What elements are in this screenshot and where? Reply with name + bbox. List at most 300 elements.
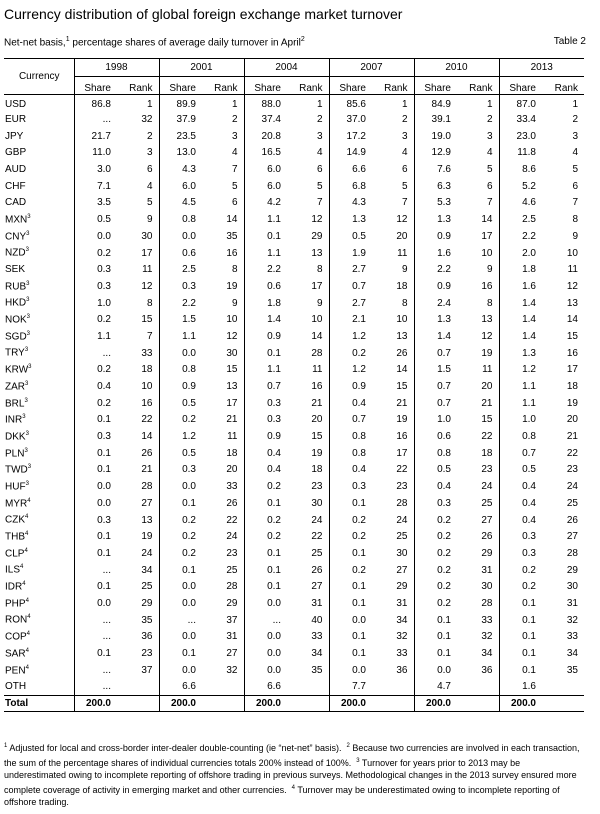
rank-value: 31 — [566, 597, 578, 609]
rank-value: 13 — [311, 247, 323, 259]
share-value: 1.3 — [414, 311, 456, 328]
rank-value: 19 — [481, 347, 493, 359]
currency-code — [4, 428, 74, 445]
rank-value: 26 — [226, 497, 238, 509]
rank-value: 25 — [566, 497, 578, 509]
footnotes — [4, 740, 584, 809]
share-value: 4.7 — [414, 679, 456, 696]
share-value: 5.3 — [414, 195, 456, 212]
table-row — [4, 128, 584, 145]
currency-code — [4, 328, 74, 345]
total-rank-empty — [541, 695, 584, 712]
rank-value: 22 — [141, 414, 153, 426]
year-header: 1998 — [74, 59, 159, 77]
rank-value: 4 — [401, 147, 408, 159]
rank-value: 18 — [141, 364, 153, 376]
footnote-mark: 3 — [27, 464, 32, 471]
currency-label: NOK — [5, 314, 27, 326]
share-value: 0.2 — [74, 311, 116, 328]
share-value: 6.0 — [159, 178, 201, 195]
share-value: 0.6 — [414, 428, 456, 445]
rank-value: 27 — [481, 514, 493, 526]
rank-value: 35 — [141, 614, 153, 626]
share-value: ... — [74, 111, 116, 128]
rank-value: 15 — [141, 314, 153, 326]
share-value: 0.1 — [74, 412, 116, 429]
currency-code — [4, 462, 74, 479]
rank-value: 6 — [231, 197, 238, 209]
page-title: Currency distribution of global foreign exchange market turnover — [4, 6, 403, 22]
share-value: 0.1 — [414, 645, 456, 662]
footnote-mark: 3 — [24, 347, 29, 354]
rank-value: 28 — [396, 497, 408, 509]
rank-value: 27 — [566, 531, 578, 543]
share-value: 0.2 — [499, 562, 541, 579]
rank-value: 36 — [141, 631, 153, 643]
rank-value: 14 — [226, 214, 238, 226]
share-value: 0.1 — [159, 562, 201, 579]
share-value: 1.1 — [244, 362, 286, 379]
currency-code — [4, 178, 74, 195]
share-value: ... — [74, 562, 116, 579]
rank-value: 18 — [396, 280, 408, 292]
rank-value: 9 — [316, 297, 323, 309]
footnote-mark: 3 — [26, 230, 30, 237]
rank-value: 13 — [566, 297, 578, 309]
footnote-mark-1: 1 — [4, 743, 8, 749]
total-rank-empty — [116, 695, 159, 712]
rank-value: 24 — [311, 514, 323, 526]
share-value: 0.4 — [499, 512, 541, 529]
rank-value: 17 — [311, 280, 323, 292]
share-value: 0.2 — [329, 528, 371, 545]
currency-code — [4, 111, 74, 128]
rank-value: 3 — [146, 147, 153, 159]
rank-value: 17 — [396, 447, 408, 459]
rank-value: 32 — [396, 631, 408, 643]
currency-label: CZK — [5, 514, 25, 526]
currency-label: TWD — [5, 464, 28, 476]
currency-label: SEK — [5, 264, 26, 276]
share-value: 1.4 — [414, 328, 456, 345]
share-value: 0.8 — [414, 445, 456, 462]
currency-code — [4, 378, 74, 395]
share-value: 0.2 — [159, 412, 201, 429]
year-header: 2010 — [414, 59, 499, 77]
table-row — [4, 111, 584, 128]
rank-value: 11 — [397, 247, 408, 259]
share-value: ... — [74, 679, 116, 696]
rank-value: 2 — [146, 130, 153, 142]
rank-value: 17 — [566, 364, 578, 376]
share-value: 23.0 — [499, 128, 541, 145]
share-value: 0.0 — [74, 228, 116, 245]
share-value: 0.3 — [329, 478, 371, 495]
rank-value: 27 — [141, 497, 153, 509]
currency-code — [4, 528, 74, 545]
footnote-mark: 4 — [20, 564, 24, 571]
share-value: 0.2 — [159, 545, 201, 562]
rank-value: 18 — [226, 447, 238, 459]
share-value: 6.0 — [244, 178, 286, 195]
footnote-3: Turnover for years prior to 2013 may be underestimated owing to incomplete reporting of offshore trading in previous surveys. Methodological changes in the 2013 survey ensured more complete coverage of activity in emerging market and other currencies. — [4, 757, 577, 795]
currency-label: ILS — [5, 564, 21, 576]
rank-value: 30 — [311, 497, 323, 509]
rank-value: 9 — [572, 230, 578, 242]
share-value: 0.8 — [159, 211, 201, 228]
rank-value: 19 — [396, 414, 408, 426]
rank-value: 10 — [226, 314, 238, 326]
share-value: 0.0 — [159, 478, 201, 495]
share-value: 1.9 — [329, 245, 371, 262]
rank-value: 4 — [231, 147, 238, 159]
share-value: 0.1 — [159, 495, 201, 512]
rank-value: 27 — [396, 564, 408, 576]
currency-label: JPY — [5, 130, 24, 142]
footnote-mark: 4 — [27, 497, 31, 504]
rank-value: 2 — [316, 114, 323, 126]
share-value: 1.4 — [244, 311, 286, 328]
share-value: ... — [74, 662, 116, 679]
footnote-mark: 3 — [22, 414, 26, 421]
share-value: 0.9 — [159, 378, 201, 395]
share-value: 0.5 — [159, 445, 201, 462]
share-value: 1.2 — [499, 362, 541, 379]
share-value: 6.3 — [414, 178, 456, 195]
currency-code — [4, 495, 74, 512]
rank-value: 18 — [481, 447, 493, 459]
currency-label: AUD — [5, 164, 27, 176]
rank-value: 31 — [481, 564, 493, 576]
table-row — [4, 195, 584, 212]
share-value: 1.3 — [499, 345, 541, 362]
total-label: Total — [4, 695, 74, 712]
share-value: 0.2 — [414, 545, 456, 562]
footnote-mark: 3 — [24, 447, 28, 454]
rank-value: 19 — [311, 447, 323, 459]
share-value: 3.0 — [74, 161, 116, 178]
rank-value: 27 — [226, 648, 238, 660]
rank-value: 32 — [566, 614, 578, 626]
currency-label: INR — [5, 414, 23, 426]
rank-value: 3 — [572, 130, 578, 142]
share-value: 1.2 — [159, 428, 201, 445]
rank-value: 6 — [486, 180, 493, 192]
rank-value: 25 — [226, 564, 238, 576]
share-value: 2.2 — [244, 261, 286, 278]
rank-value: 7 — [572, 197, 578, 209]
share-value: 0.2 — [414, 578, 456, 595]
footnote-1: Adjusted for local and cross-border inter-dealer double-counting (ie “net-net” basis). — [7, 743, 342, 753]
share-value: 85.6 — [329, 95, 371, 112]
share-value: 0.2 — [244, 528, 286, 545]
currency-label: BRL — [5, 397, 25, 409]
share-value: 0.7 — [499, 445, 541, 462]
share-value: 0.0 — [74, 495, 116, 512]
share-value: 0.1 — [499, 645, 541, 662]
rank-value: 12 — [566, 280, 578, 292]
table-row — [4, 395, 584, 412]
footnote-mark: 4 — [25, 514, 29, 521]
share-value: 13.0 — [159, 145, 201, 162]
rank-value — [371, 679, 414, 696]
share-value: 1.6 — [499, 278, 541, 295]
rank-value: 21 — [481, 397, 493, 409]
share-value: 0.8 — [499, 428, 541, 445]
share-value: 0.3 — [159, 278, 201, 295]
table-row — [4, 311, 584, 328]
footnote-mark: 3 — [24, 397, 28, 404]
share-value: 0.2 — [244, 512, 286, 529]
share-value: 0.3 — [499, 528, 541, 545]
share-value: 1.1 — [499, 395, 541, 412]
table-row — [4, 495, 584, 512]
footnote-mark: 3 — [27, 213, 31, 220]
rank-value: 4 — [316, 147, 323, 159]
table-row — [4, 161, 584, 178]
share-value: 0.0 — [414, 662, 456, 679]
rank-value: 29 — [141, 597, 153, 609]
year-header: 2004 — [244, 59, 329, 77]
share-value: 6.6 — [244, 679, 286, 696]
rank-value: 21 — [396, 397, 408, 409]
rank-value: 28 — [311, 347, 323, 359]
rank-value: 26 — [141, 447, 153, 459]
share-value: 1.4 — [499, 295, 541, 312]
rank-value: 8 — [231, 264, 238, 276]
rank-value: 30 — [141, 230, 153, 242]
currency-code — [4, 395, 74, 412]
rank-value: 6 — [401, 164, 408, 176]
share-value: 0.4 — [74, 378, 116, 395]
share-value: 1.4 — [499, 311, 541, 328]
rank-value: 7 — [231, 164, 238, 176]
currency-code — [4, 595, 74, 612]
rank-value — [286, 679, 329, 696]
rank-value: 30 — [226, 347, 238, 359]
share-value: 23.5 — [159, 128, 201, 145]
currency-label: GBP — [5, 147, 27, 159]
rank-value: 4 — [146, 180, 153, 192]
share-value: 0.1 — [244, 495, 286, 512]
share-value: 11.0 — [74, 145, 116, 162]
share-value: 0.1 — [159, 645, 201, 662]
rank-value: 15 — [396, 381, 408, 393]
share-value: 19.0 — [414, 128, 456, 145]
table-row — [4, 228, 584, 245]
rank-value: 25 — [311, 547, 323, 559]
rank-value: 33 — [566, 631, 578, 643]
share-value: 88.0 — [244, 95, 286, 112]
share-value: 6.6 — [329, 161, 371, 178]
rank-header: Rank — [456, 77, 499, 95]
share-value: 0.5 — [159, 395, 201, 412]
currency-code — [4, 128, 74, 145]
share-value: 0.1 — [74, 578, 116, 595]
share-value: 0.1 — [74, 462, 116, 479]
currency-label: MXN — [5, 214, 28, 226]
footnote-4: Turnover may be underestimated owing to incomplete reporting of offshore trading. — [4, 784, 560, 808]
currency-code — [4, 562, 74, 579]
rank-value: 8 — [316, 264, 323, 276]
share-value: 7.7 — [329, 679, 371, 696]
share-value: 1.5 — [414, 362, 456, 379]
rank-value: 3 — [231, 130, 238, 142]
rank-value: 24 — [481, 481, 493, 493]
rank-value: 23 — [566, 464, 578, 476]
table-row — [4, 645, 584, 662]
rank-value: 2 — [486, 114, 493, 126]
rank-value: 22 — [481, 431, 493, 443]
share-value: 0.5 — [499, 462, 541, 479]
share-value: 37.0 — [329, 111, 371, 128]
share-value: 0.8 — [329, 428, 371, 445]
share-value: 33.4 — [499, 111, 541, 128]
table-row — [4, 362, 584, 379]
currency-code — [4, 662, 74, 679]
rank-value: 26 — [566, 514, 578, 526]
footnote-ref-1: 1 — [65, 36, 70, 43]
table-number: Table 2 — [553, 36, 586, 47]
share-value: 0.3 — [74, 278, 116, 295]
share-value: 0.3 — [414, 495, 456, 512]
rank-value: 23 — [141, 648, 153, 660]
rank-value: 31 — [396, 597, 408, 609]
currency-label: IDR — [5, 581, 23, 593]
rank-value: 26 — [396, 347, 408, 359]
rank-header: Rank — [541, 77, 584, 95]
currency-code — [4, 545, 74, 562]
table-row — [4, 528, 584, 545]
total-value: 200.0 — [159, 695, 201, 712]
share-value: 0.3 — [74, 512, 116, 529]
share-value: 0.2 — [74, 245, 116, 262]
share-value: 0.1 — [329, 495, 371, 512]
share-value: 0.2 — [74, 362, 116, 379]
currency-label: PLN — [5, 447, 25, 459]
currency-code — [4, 245, 74, 262]
currency-code — [4, 679, 74, 696]
share-value: 1.5 — [159, 311, 201, 328]
rank-value: 5 — [316, 180, 323, 192]
table-row — [4, 278, 584, 295]
rank-value: 5 — [146, 197, 153, 209]
rank-value: 15 — [311, 431, 323, 443]
subtitle-prefix: Net-net basis, — [4, 37, 66, 49]
table-row — [4, 679, 584, 696]
rank-value: 2 — [401, 114, 408, 126]
table-row — [4, 211, 584, 228]
subtitle-main: percentage shares of average daily turnover in April — [69, 37, 301, 49]
share-value: 0.0 — [244, 662, 286, 679]
share-value: 6.6 — [159, 679, 201, 696]
share-value: 7.6 — [414, 161, 456, 178]
currency-code — [4, 612, 74, 629]
share-value: 0.1 — [499, 612, 541, 629]
currency-code — [4, 645, 74, 662]
share-value: 0.7 — [414, 395, 456, 412]
share-value: 0.1 — [244, 578, 286, 595]
rank-value: 23 — [396, 481, 408, 493]
rank-value: 9 — [231, 297, 238, 309]
rank-value: 1 — [316, 99, 323, 111]
rank-value: 24 — [226, 531, 238, 543]
rank-value: 13 — [396, 330, 408, 342]
share-value: 1.1 — [244, 245, 286, 262]
share-value: 0.3 — [244, 395, 286, 412]
rank-header: Rank — [201, 77, 244, 95]
rank-value — [116, 679, 159, 696]
share-value: 4.3 — [329, 195, 371, 212]
share-value: 1.3 — [329, 211, 371, 228]
rank-value: 10 — [396, 314, 408, 326]
share-value: 0.6 — [159, 245, 201, 262]
share-value: 0.9 — [244, 328, 286, 345]
table-row — [4, 612, 584, 629]
table-subtitle — [4, 36, 305, 48]
rank-value: 9 — [146, 214, 153, 226]
share-value: 87.0 — [499, 95, 541, 112]
share-value: 0.1 — [499, 595, 541, 612]
share-value: 1.8 — [499, 261, 541, 278]
share-value: 0.7 — [244, 378, 286, 395]
share-value: 1.1 — [499, 378, 541, 395]
share-value: 0.0 — [159, 228, 201, 245]
rank-value: 13 — [226, 381, 238, 393]
rank-value: 32 — [226, 664, 238, 676]
table-row — [4, 145, 584, 162]
table-row — [4, 345, 584, 362]
share-value: 0.2 — [414, 528, 456, 545]
rank-value: 37 — [226, 614, 238, 626]
share-value: ... — [244, 612, 286, 629]
share-value: 0.3 — [499, 545, 541, 562]
rank-value: 34 — [141, 564, 153, 576]
currency-code — [4, 478, 74, 495]
rank-value: 10 — [481, 247, 493, 259]
currency-code — [4, 629, 74, 646]
share-value: ... — [74, 612, 116, 629]
rank-value: 7 — [486, 197, 493, 209]
rank-value: 14 — [396, 364, 408, 376]
rank-value: 16 — [311, 381, 323, 393]
currency-label: PEN — [5, 664, 26, 676]
share-value: 0.4 — [329, 395, 371, 412]
currency-label: CAD — [5, 197, 27, 209]
rank-value: 1 — [486, 99, 493, 111]
rank-value: 8 — [146, 297, 153, 309]
rank-value: 31 — [226, 631, 238, 643]
currency-code — [4, 362, 74, 379]
currency-code — [4, 261, 74, 278]
share-value: 0.1 — [74, 645, 116, 662]
share-header: Share — [414, 77, 456, 95]
rank-value: 35 — [311, 664, 323, 676]
rank-value: 35 — [226, 230, 238, 242]
rank-value: 11 — [227, 431, 238, 443]
share-value: ... — [159, 612, 201, 629]
rank-value: 19 — [566, 397, 578, 409]
share-value: 4.3 — [159, 161, 201, 178]
share-value: 89.9 — [159, 95, 201, 112]
rank-value: 25 — [481, 497, 493, 509]
rank-value: 24 — [566, 481, 578, 493]
table-row — [4, 261, 584, 278]
rank-header: Rank — [371, 77, 414, 95]
share-value: 0.0 — [74, 595, 116, 612]
share-value: 0.2 — [159, 528, 201, 545]
share-value: 84.9 — [414, 95, 456, 112]
